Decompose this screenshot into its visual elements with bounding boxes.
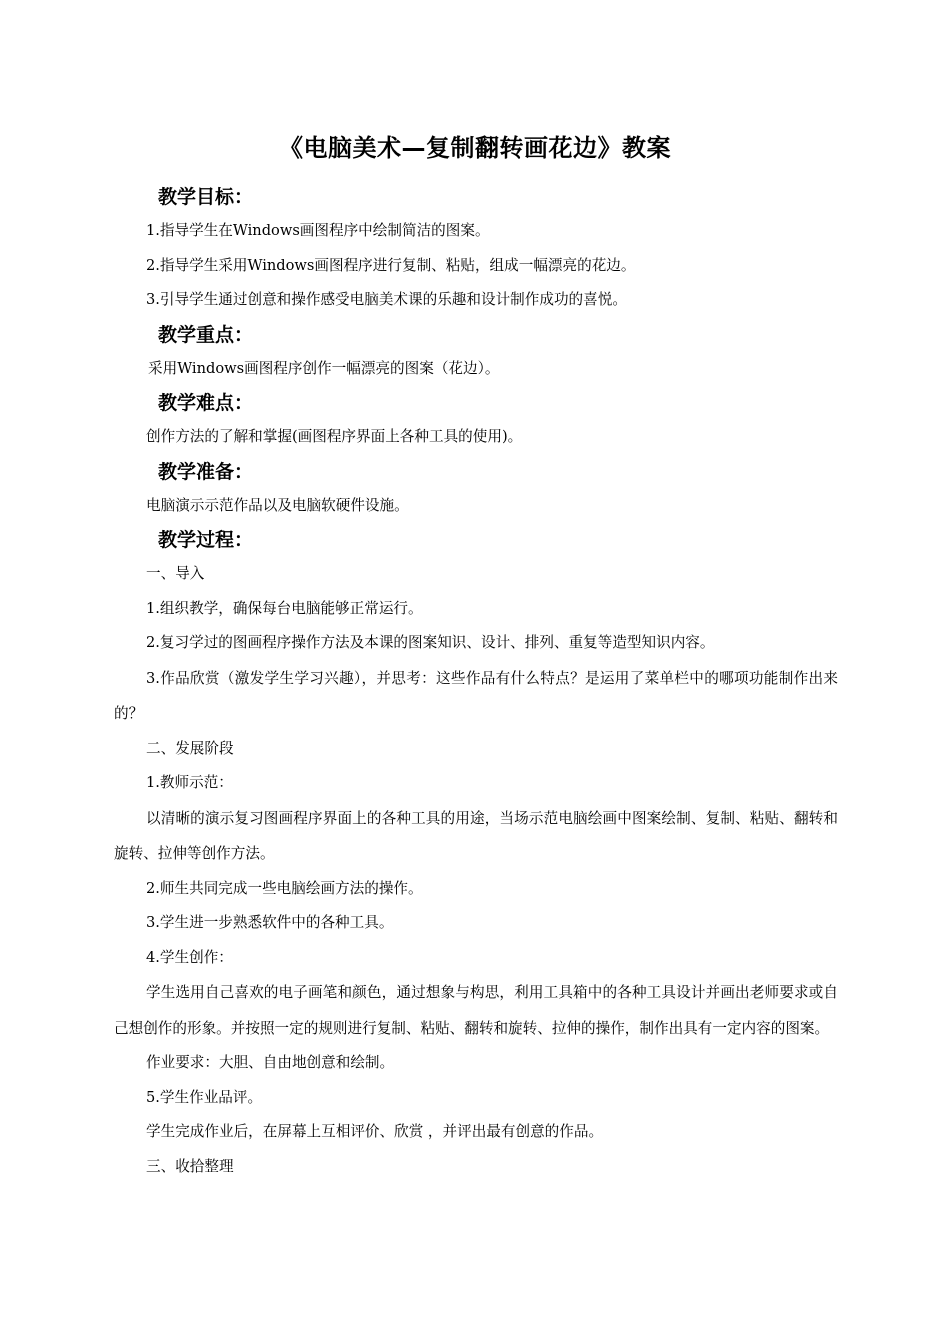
process-line: 1.教师示范：	[146, 774, 233, 791]
process-line: 4.学生创作：	[146, 948, 233, 966]
process-line: 2.师生共同完成一些电脑绘画方法的操作。	[146, 879, 423, 897]
document-title: 《电脑美术—复制翻转画花边》教案	[279, 134, 671, 162]
objective-item: 2.指导学生采用Windows画图程序进行复制、粘贴，组成一幅漂亮的花边。	[146, 256, 636, 274]
section-heading-preparation: 教学准备：	[158, 460, 254, 483]
key-points-text: 采用Windows画图程序创作一幅漂亮的图案（花边）。	[148, 359, 500, 377]
difficulties-text: 创作方法的了解和掌握(画图程序界面上各种工具的使用)。	[146, 428, 523, 445]
section-heading-difficulties: 教学难点：	[158, 392, 254, 414]
process-line: 2.复习学过的图画程序操作方法及本课的图案知识、设计、排列、重复等造型知识内容。	[146, 634, 715, 651]
objective-item: 1.指导学生在Windows画图程序中绘制简洁的图案。	[146, 222, 490, 239]
objective-item: 3.引导学生通过创意和操作感受电脑美术课的乐趣和设计制作成功的喜悦。	[146, 291, 627, 308]
process-line: 二、发展阶段	[146, 739, 234, 757]
process-line: 学生完成作业后，在屏幕上互相评价、欣赏 ，并评出最有创意的作品。	[146, 1123, 604, 1140]
process-line: 学生选用自己喜欢的电子画笔和颜色，通过想象与构思，利用工具箱中的各种工具设计并画出老师要求或自己想创作的形象。并按照一定的规则进行复制、粘贴、翻转和旋转、拉伸的操作，制作出具有一定内容的图案。	[114, 984, 838, 1037]
process-line: 三、收拾整理	[146, 1157, 234, 1175]
process-line: 以清晰的演示复习图画程序界面上的各种工具的用途，当场示范电脑绘画中图案绘制、复制、粘贴、翻转和旋转、拉伸等创作方法。	[114, 809, 838, 862]
section-heading-objectives: 教学目标：	[158, 186, 254, 208]
process-line: 3.作品欣赏（激发学生学习兴趣），并思考：这些作品有什么特点？是运用了菜单栏中的哪项功能制作出来的？	[114, 669, 838, 722]
document-body	[114, 180, 838, 1184]
process-line: 5.学生作业品评。	[146, 1088, 263, 1106]
process-line: 3.学生进一步熟悉软件中的各种工具。	[146, 914, 394, 931]
section-heading-process: 教学过程：	[158, 529, 254, 551]
preparation-text: 电脑演示示范作品以及电脑软硬件设施。	[146, 496, 409, 514]
process-line: 一、导入	[146, 565, 205, 582]
section-heading-key-points: 教学重点：	[158, 323, 254, 346]
process-line: 1.组织教学，确保每台电脑能够正常运行。	[146, 599, 423, 617]
process-line: 作业要求：大胆、自由地创意和绘制。	[146, 1054, 395, 1071]
